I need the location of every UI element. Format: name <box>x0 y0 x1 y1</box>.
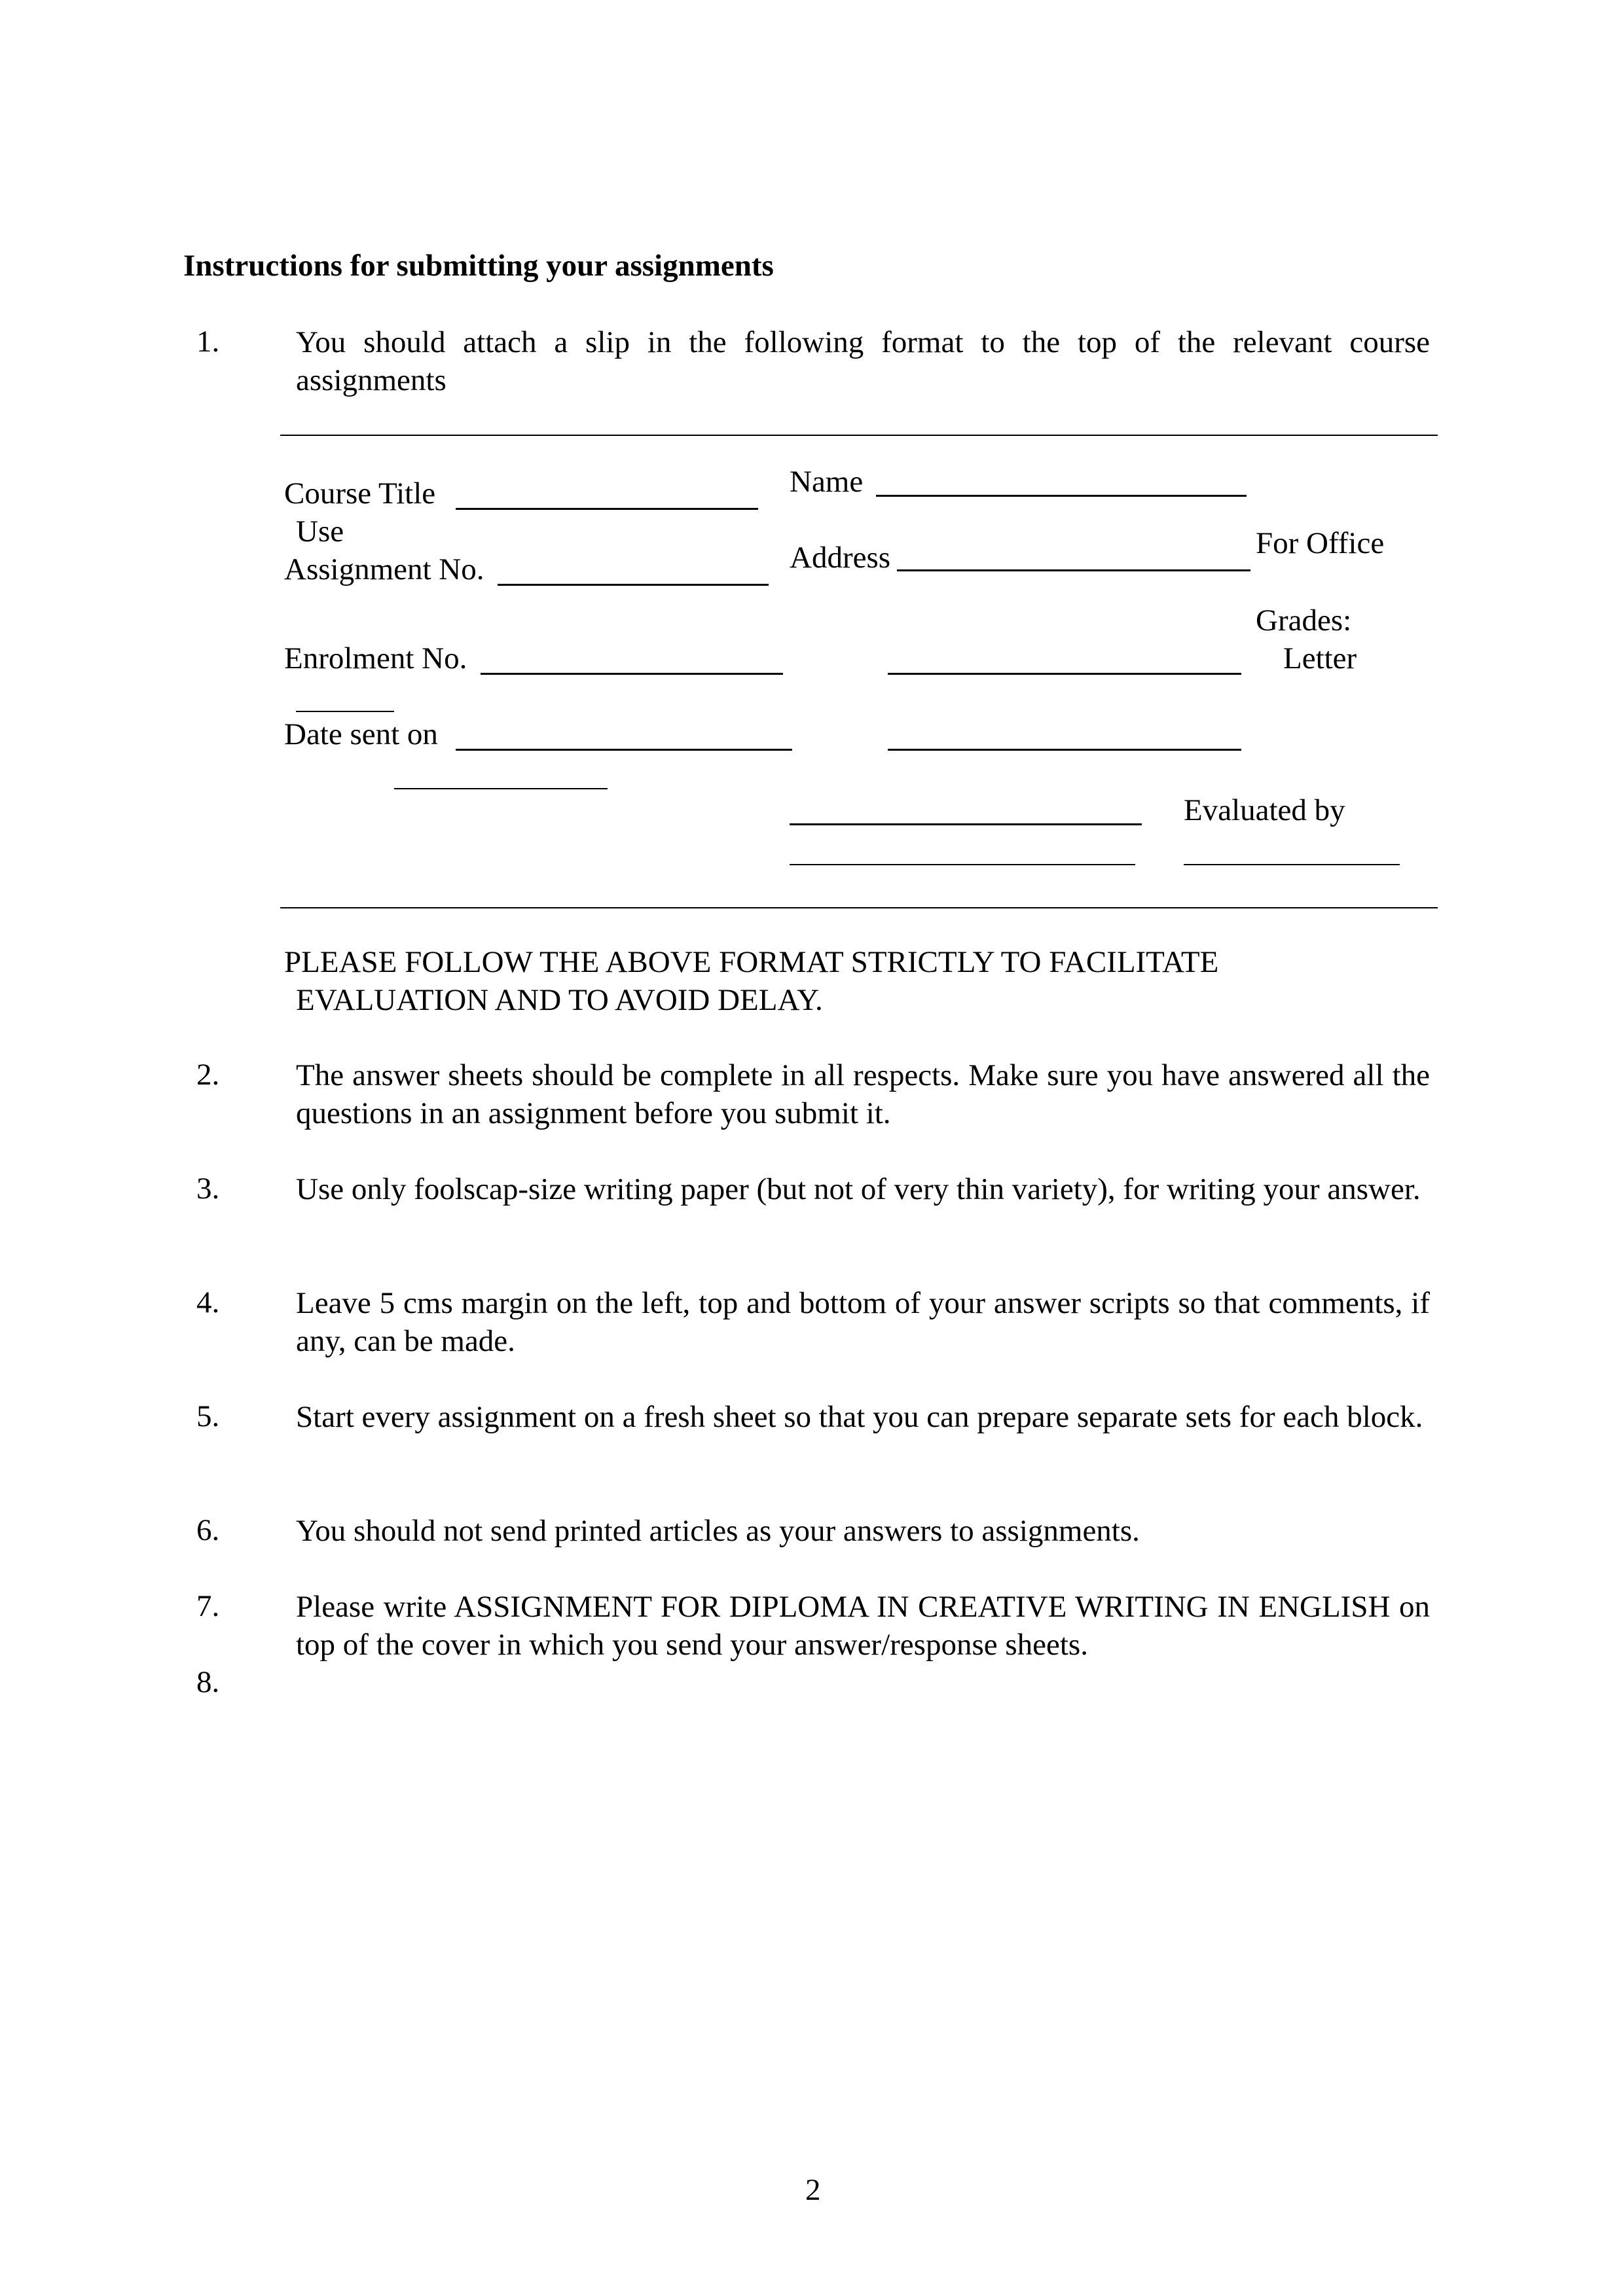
item-text-4: Leave 5 cms margin on the left, top and bottom of your answer scripts so that comments, if any, can be made. <box>296 1286 1430 1358</box>
item-text-3: Use only foolscap-size writing paper (but not of very thin variety), for writing your answer. <box>296 1172 1421 1206</box>
item-text-5: Start every assignment on a fresh sheet so that you can prepare separate sets for each block. <box>296 1400 1423 1434</box>
slip-bottom-rule <box>280 907 1438 908</box>
item-number-6: 6. <box>196 1513 220 1547</box>
course-title-field-line <box>456 508 758 510</box>
item-number-5: 5. <box>196 1399 220 1433</box>
slip-assignment-no-label: Assignment No. <box>284 552 484 586</box>
address-line-5 <box>790 864 1135 865</box>
item-text-1: You should attach a slip in the following format to the top of the relevant course assignments <box>296 325 1430 397</box>
slip-course-title-label: Course Title <box>284 476 436 511</box>
slip-for-office-label: For Office <box>1256 526 1385 560</box>
slip-evaluated-by-label: Evaluated by <box>1184 793 1345 827</box>
slip-letter-label: Letter <box>1283 641 1357 675</box>
slip-use-label: Use <box>296 514 344 548</box>
item-number-1: 1. <box>196 325 220 359</box>
date-sent-on-field-line <box>456 749 792 751</box>
enrolment-no-field-line <box>481 673 783 675</box>
page-heading: Instructions for submitting your assignments <box>183 249 774 283</box>
date-sent-on-continuation-line <box>394 788 608 789</box>
page-number: 2 <box>805 2173 821 2207</box>
slip-address-label: Address <box>790 541 891 575</box>
item-number-3: 3. <box>196 1172 220 1206</box>
slip-grades-label: Grades: <box>1256 603 1352 637</box>
address-field-line <box>897 569 1250 571</box>
item-text-2: The answer sheets should be complete in all respects. Make sure you have answered all the questions in an assignment before you submit it. <box>296 1058 1430 1130</box>
address-line-2 <box>888 673 1241 675</box>
slip-date-sent-on-label: Date sent on <box>284 717 438 751</box>
enrolment-no-continuation-line <box>296 711 394 712</box>
name-field-line <box>876 495 1247 497</box>
assignment-no-field-line <box>498 584 769 586</box>
item-text-6: You should not send printed articles as your answers to assignments. <box>296 1514 1140 1548</box>
slip-top-rule <box>280 435 1438 436</box>
notice-line-2: EVALUATION AND TO AVOID DELAY. <box>296 983 823 1017</box>
item-number-2: 2. <box>196 1058 220 1092</box>
item-number-4: 4. <box>196 1285 220 1319</box>
item-number-7: 7. <box>196 1589 220 1623</box>
item-text-7: Please write ASSIGNMENT FOR DIPLOMA IN CREATIVE WRITING IN ENGLISH on top of the cover in which you send your answer/response sheets. <box>296 1590 1430 1662</box>
address-line-4 <box>790 823 1142 825</box>
notice-line-1: PLEASE FOLLOW THE ABOVE FORMAT STRICTLY TO FACILITATE <box>284 945 1219 979</box>
slip-enrolment-no-label: Enrolment No. <box>284 641 467 675</box>
evaluated-by-field-line <box>1184 864 1400 865</box>
slip-name-label: Name <box>790 465 864 499</box>
item-number-8: 8. <box>196 1665 220 1699</box>
address-line-3 <box>888 749 1241 751</box>
